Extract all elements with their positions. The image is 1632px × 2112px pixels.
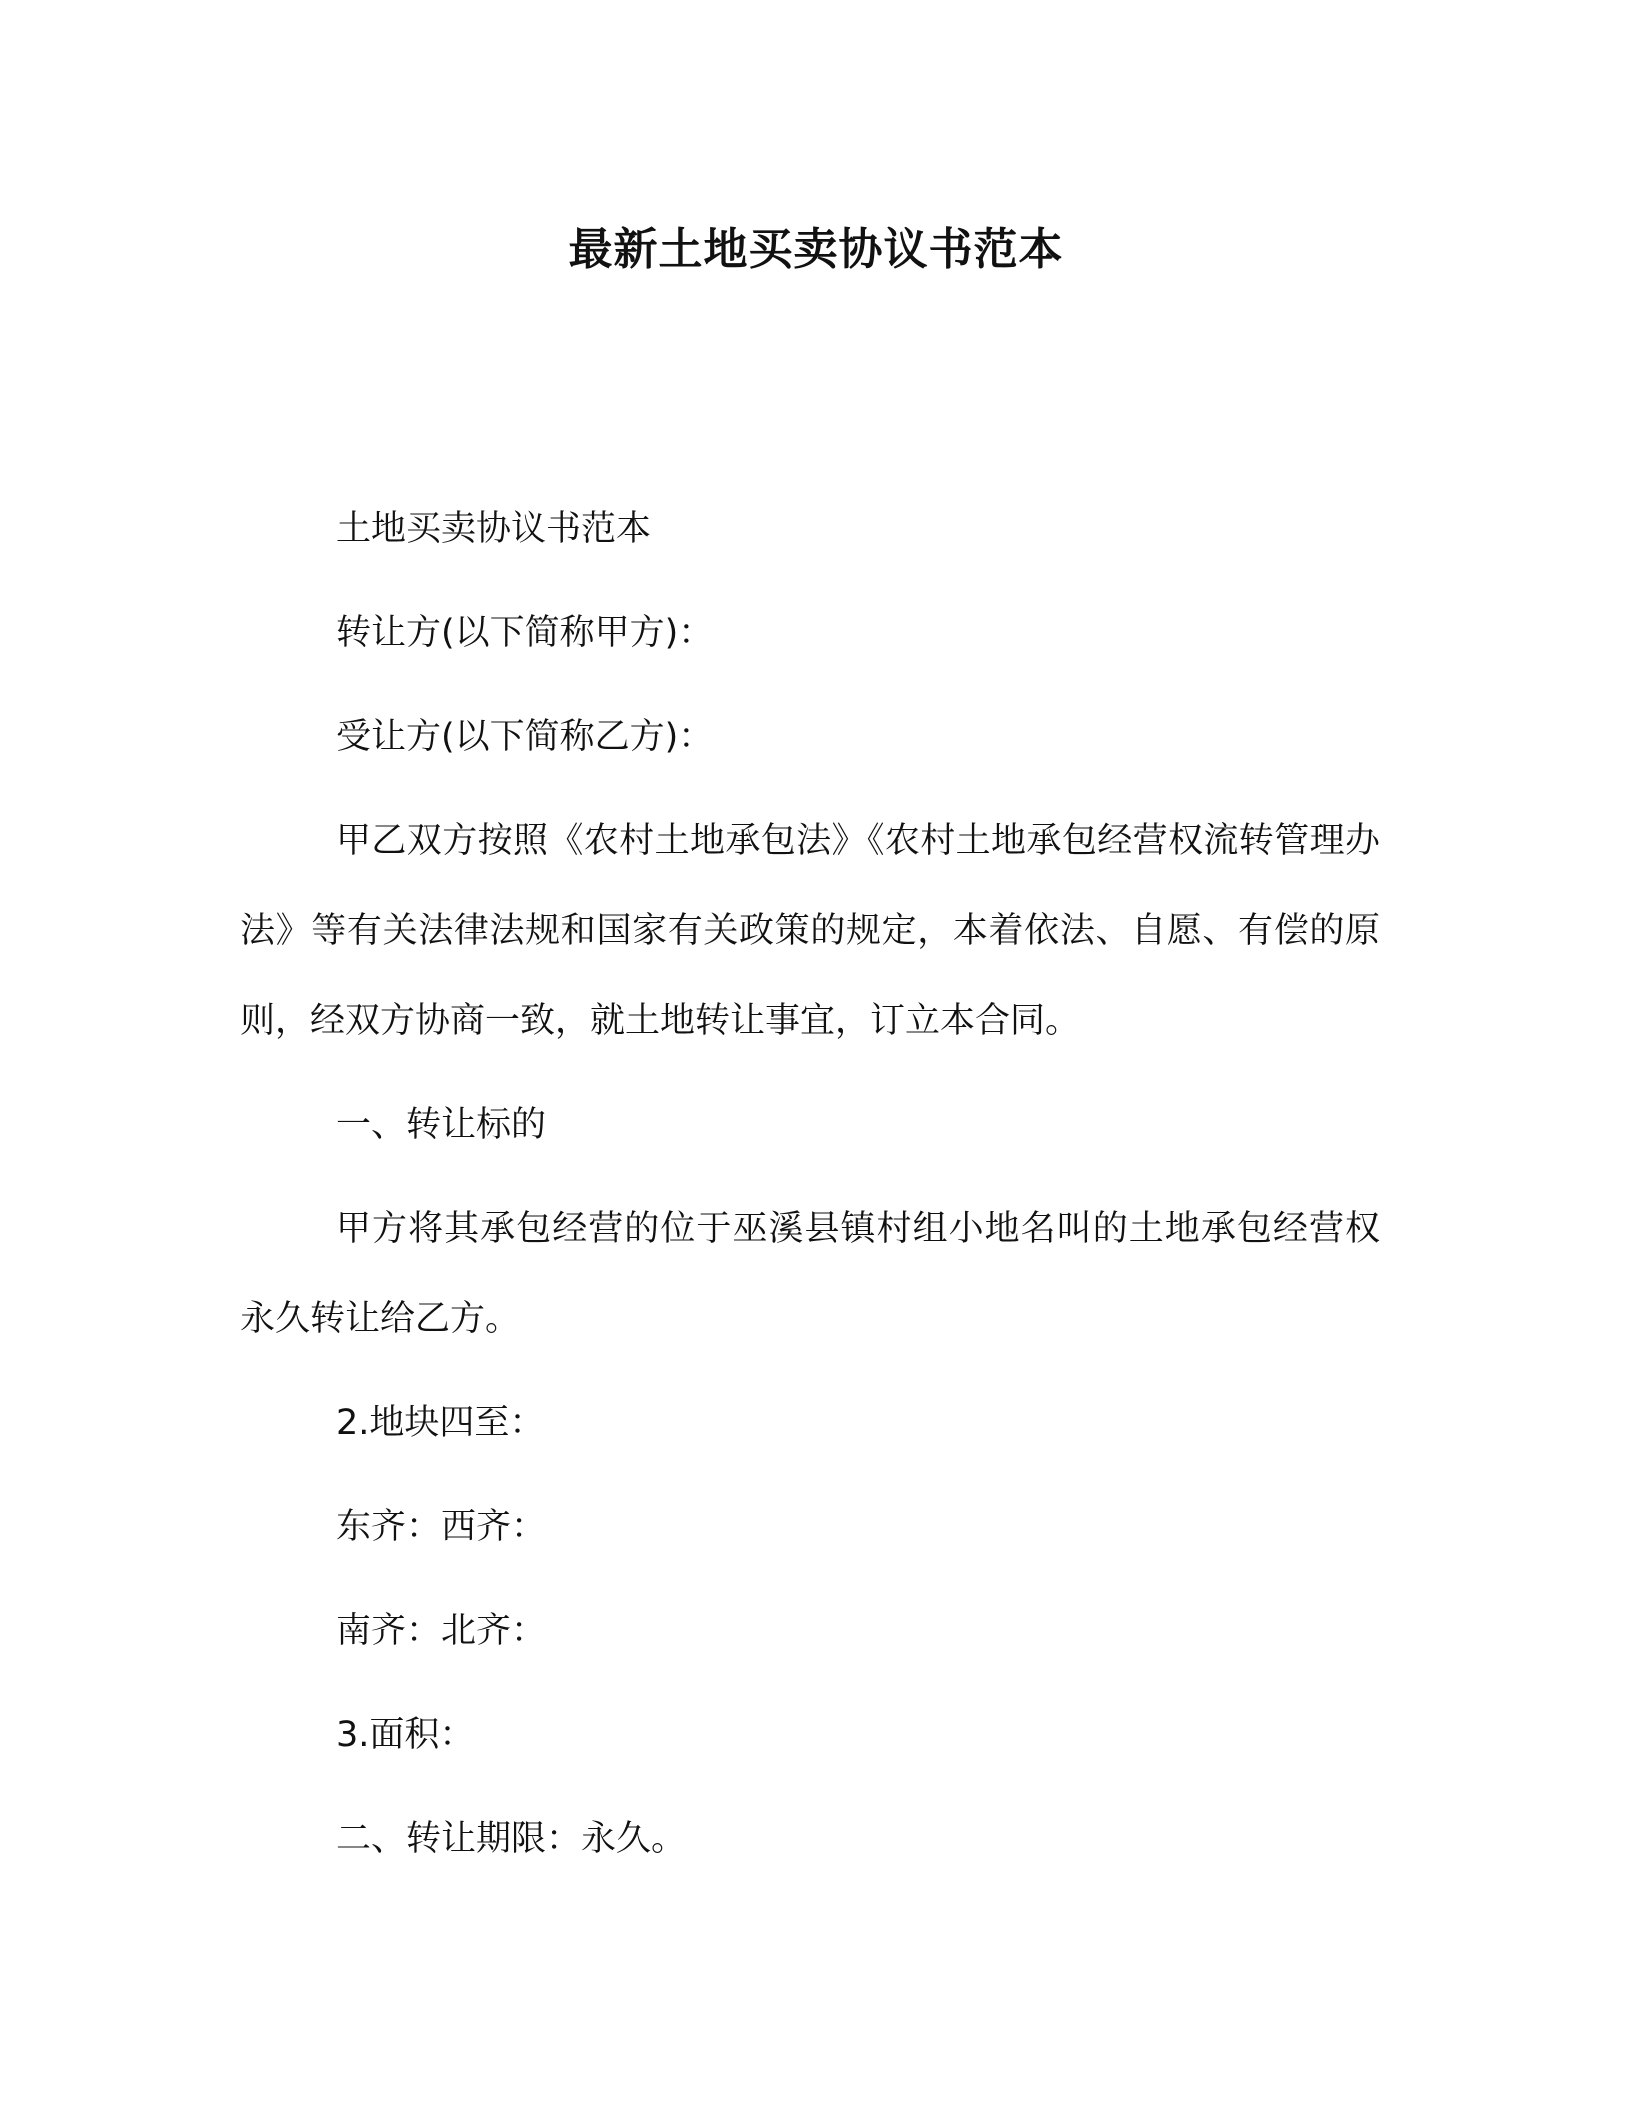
section-heading-term: 二、转让期限：永久。 — [336, 1819, 687, 1859]
paragraph-transferor: 转让方(以下简称甲方)： — [336, 613, 714, 653]
document-body — [240, 484, 1380, 1898]
paragraph-transferee: 受让方(以下简称乙方)： — [336, 717, 714, 757]
paragraph-boundaries: 2.地块四至： — [336, 1403, 545, 1443]
paragraph-subtitle: 土地买卖协议书范本 — [336, 509, 652, 549]
paragraph-subject-detail: 甲方将其承包经营的位于巫溪县镇村组小地名叫的土地承包经营权永久转让给乙方。 — [240, 1209, 1380, 1339]
paragraph-area: 3.面积： — [336, 1715, 475, 1755]
paragraph-preamble: 甲乙双方按照《农村土地承包法》《农村土地承包经营权流转管理办法》等有关法律法规和国家有关政策的规定，本着依法、自愿、有偿的原则，经双方协商一致，就土地转让事宜，订立本合同。 — [240, 821, 1380, 1041]
paragraph-east-west: 东齐：西齐： — [336, 1507, 547, 1547]
section-heading-subject: 一、转让标的 — [336, 1105, 547, 1145]
document-title: 最新土地买卖协议书范本 — [568, 224, 1064, 275]
paragraph-south-north: 南齐：北齐： — [336, 1611, 547, 1651]
